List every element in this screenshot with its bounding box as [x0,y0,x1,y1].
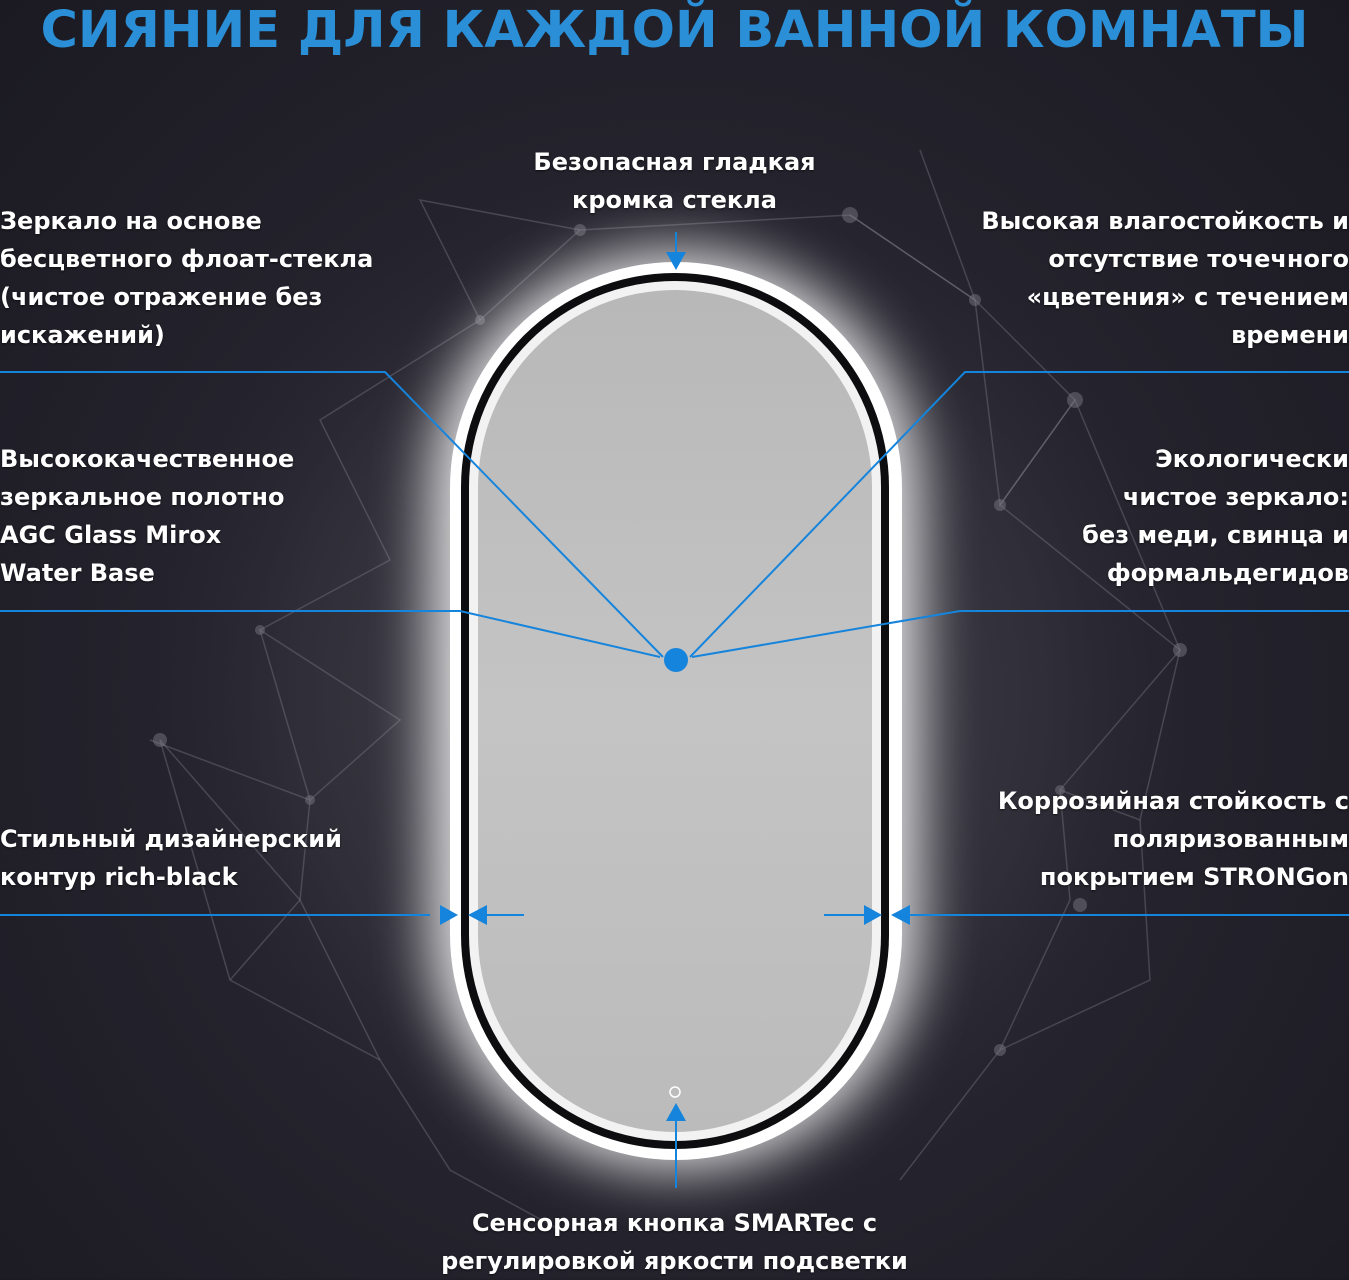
feature-right-1: Высокая влагостойкость и отсутствие точечного «цветения» с течением времени [981,207,1349,349]
page-title: СИЯНИЕ ДЛЯ КАЖДОЙ ВАННОЙ КОМНАТЫ [40,1,1309,60]
feature-left-2: Высококачественное зеркальное полотно AGC Glass Mirox Water Base [0,445,295,587]
mirror-glass [478,290,872,1132]
feature-left-1: Зеркало на основе бесцветного флоат-стекла (чистое отражение без искажений) [0,207,374,349]
feature-top: Безопасная гладкая кромка стекла [533,148,816,214]
feature-left-3: Стильный дизайнерский контур rich-black [0,825,342,891]
center-dot-icon [664,648,688,672]
feature-right-3: Коррозийная стойкость с поляризованным покрытием STRONGon [997,787,1349,891]
feature-bottom: Сенсорная кнопка SMARTec с регулировкой яркости подсветки [441,1209,908,1275]
feature-right-2: Экологически чистое зеркало: без меди, свинца и формальдегидов [1082,445,1349,587]
